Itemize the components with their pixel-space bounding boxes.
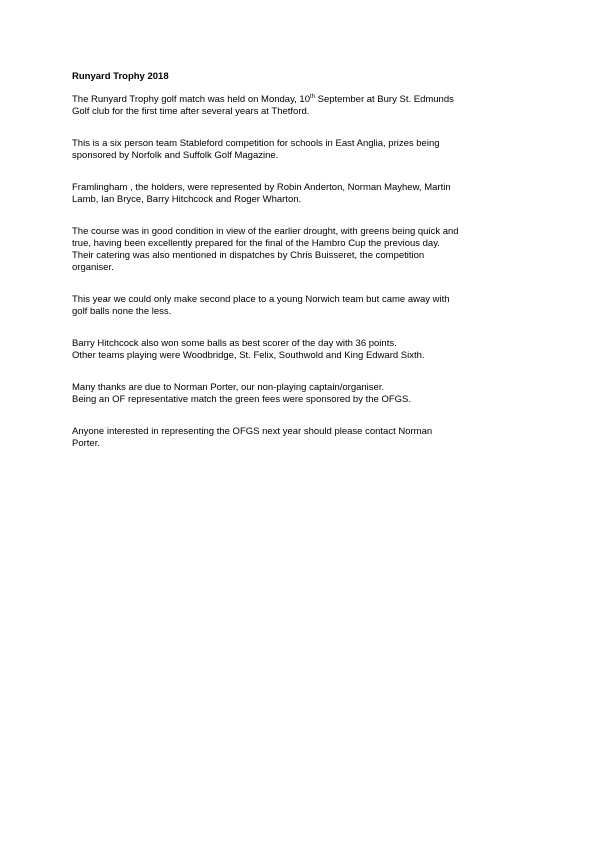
paragraph-team-members xyxy=(72,182,532,206)
document-title: Runyard Trophy 2018 xyxy=(72,71,169,82)
paragraph-line: Being an OF representative match the green fees were sponsored by the OFGS. xyxy=(72,394,412,405)
paragraph-course-condition xyxy=(72,226,532,274)
paragraph-line: Barry Hitchcock also won some balls as best scorer of the day with 36 points. xyxy=(72,338,397,349)
ordinal-suffix: th xyxy=(309,93,315,100)
paragraph-line: Framlingham , the holders, were represented by Robin Anderton, Norman Mayhew, Martin xyxy=(72,182,451,193)
paragraph-best-scorer xyxy=(72,338,532,362)
paragraph-contact xyxy=(72,426,532,450)
paragraph-line: The course was in good condition in view of the earlier drought, with greens being quick and xyxy=(72,226,459,237)
paragraph-line: This year we could only make second place to a young Norwich team but came away with xyxy=(72,294,450,305)
paragraph-line: This is a six person team Stableford competition for schools in East Anglia, prizes being xyxy=(72,138,440,149)
document-body xyxy=(72,71,532,470)
paragraph-line: The Runyard Trophy golf match was held on Monday, 10th September at Bury St. Edmunds xyxy=(72,93,454,105)
paragraph-line: organiser. xyxy=(72,262,114,273)
paragraph-thanks xyxy=(72,382,532,406)
paragraph-line: Anyone interested in representing the OFGS next year should please contact Norman xyxy=(72,426,433,437)
paragraph-line: Lamb, Ian Bryce, Barry Hitchcock and Roger Wharton. xyxy=(72,194,302,205)
paragraph-result xyxy=(72,294,532,318)
paragraph-line: Golf club for the first time after several years at Thetford. xyxy=(72,106,310,117)
paragraph-competition-description xyxy=(72,138,532,162)
paragraph-line: sponsored by Norfolk and Suffolk Golf Magazine. xyxy=(72,150,279,161)
paragraph-line: golf balls none the less. xyxy=(72,306,172,317)
paragraph-line: Their catering was also mentioned in dispatches by Chris Buisseret, the competition xyxy=(72,250,425,261)
paragraph-match-details xyxy=(72,94,532,118)
paragraph-line: Many thanks are due to Norman Porter, our non-playing captain/organiser. xyxy=(72,382,385,393)
paragraph-line: Porter. xyxy=(72,438,100,449)
paragraph-line: true, having been excellently prepared for the final of the Hambro Cup the previous day. xyxy=(72,238,440,249)
paragraph-line: Other teams playing were Woodbridge, St. Felix, Southwold and King Edward Sixth. xyxy=(72,350,425,361)
